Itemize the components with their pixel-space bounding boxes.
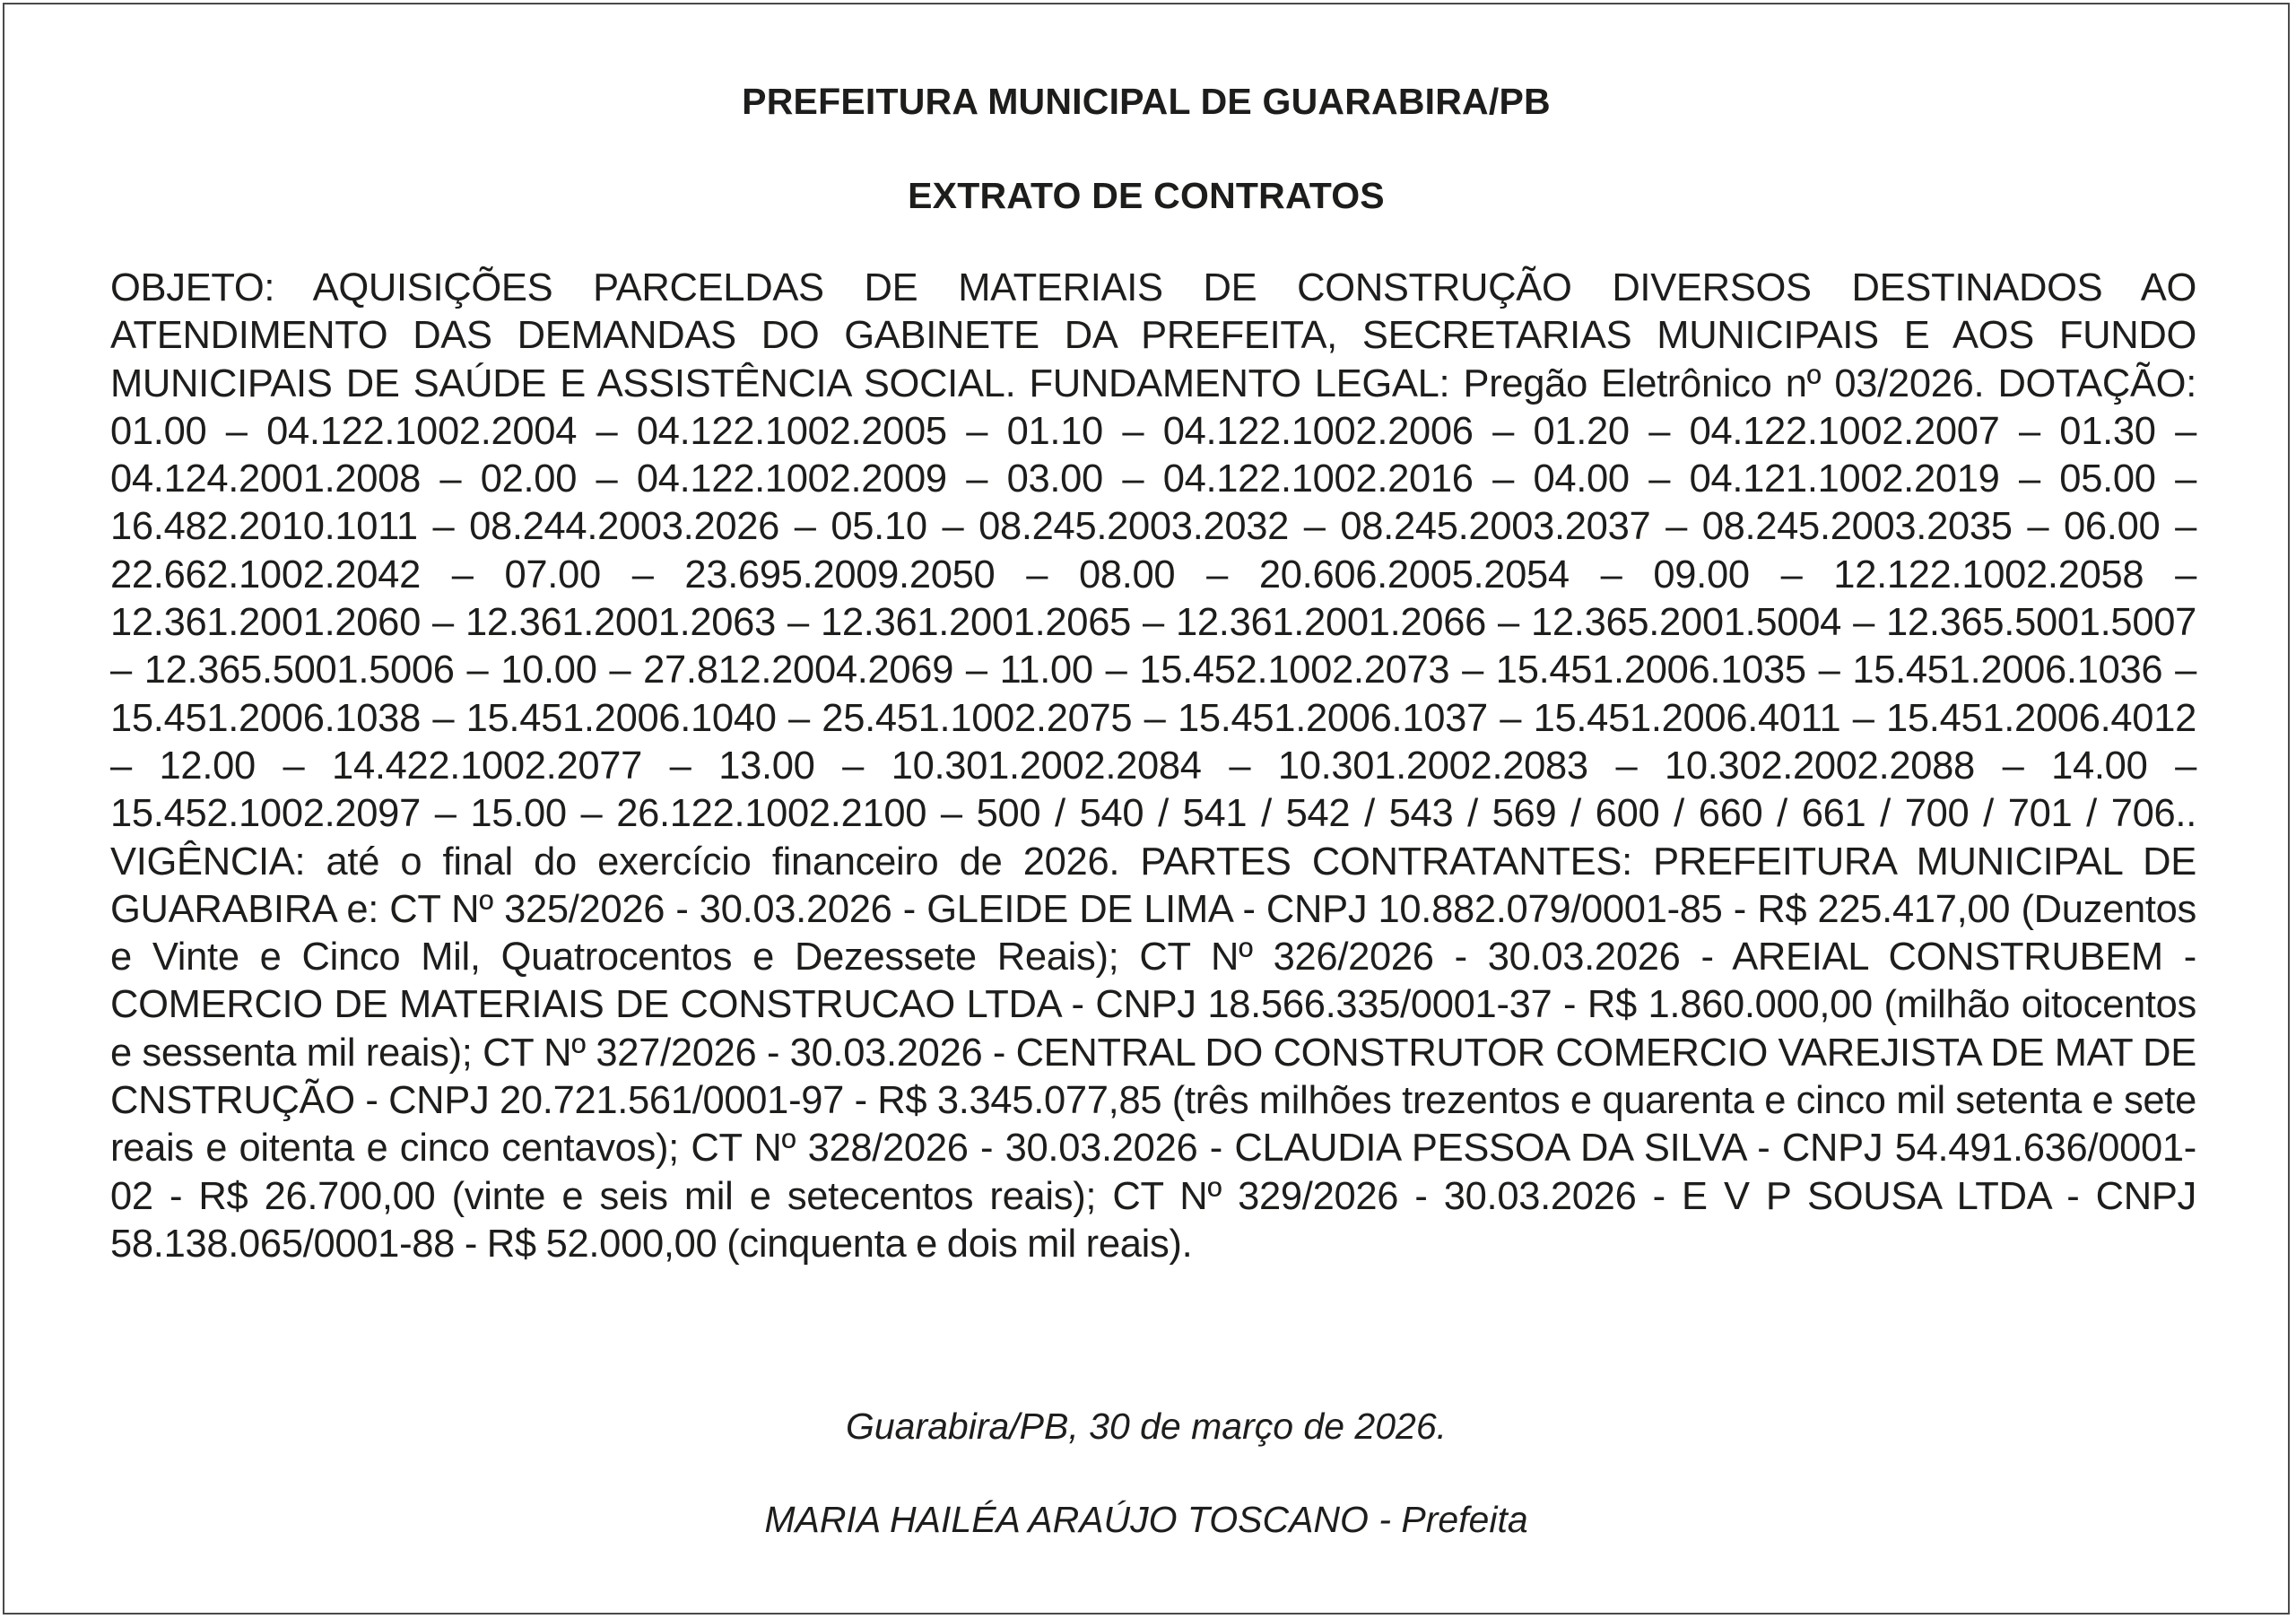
document-title: PREFEITURA MUNICIPAL DE GUARABIRA/PB [742,81,1551,122]
contract-extract-body: OBJETO: AQUISIÇÕES PARCELDAS DE MATERIAIS DE CONSTRUÇÃO DIVERSOS DESTINADOS AO ATENDIMENTO DAS DEMANDAS DO GABINETE DA PREFEITA, SECRETARIAS MUNICIPAIS E AOS FUNDO MUNICIPAIS DE SAÚDE E ASSISTÊNCIA SOCIAL. FUNDAMENTO LEGAL: Pregão Eletrônico nº 03/2026. DOTAÇÃO: 01.00 – 04.122.1002.2004 – 04.122.1002.2005 – 01.10 – 04.122.1002.2006 – 01.20 – 04.122.1002.2007 – 01.30 – 04.124.2001.2008 – 02.00 – 04.122.1002.2009 – 03.00 – 04.122.1002.2016 – 04.00 – 04.121.1002.2019 – 05.00 – 16.482.2010.1011 – 08.244.2003.2026 – 05.10 – 08.245.2003.2032 – 08.245.2003.2037 – 08.245.2003.2035 – 06.00 – 22.662.1002.2042 – 07.00 – 23.695.2009.2050 – 08.00 – 20.606.2005.2054 – 09.00 – 12.122.1002.2058 – 12.361.2001.2060 – 12.361.2001.2063 – 12.361.2001.2065 – 12.361.2001.2066 – 12.365.2001.5004 – 12.365.5001.5007 – 12.365.5001.5006 – 10.00 – 27.812.2004.2069 – 11.00 – 15.452.1002.2073 – 15.451.2006.1035 – 15.451.2006.1036 – 15.451.2006.1038 – 15.451.2006.1040 – 25.451.1002.2075 – 15.451.2006.1037 – 15.451.2006.4011 – 15.451.2006.4012 – 12.00 – 14.422.1002.2077 – 13.00 – 10.301.2002.2084 – 10.301.2002.2083 – 10.302.2002.2088 – 14.00 – 15.452.1002.2097 – 15.00 – 26.122.1002.2100 – 500 / 540 / 541 / 542 / 543 / 569 / 600 / 660 / 661 / 700 / 701 / 706.. VIGÊNCIA: até o final do exercício financeiro de 2026. PARTES CONTRATANTES: PREFEITURA MUNICIPAL DE GUARABIRA e: CT Nº 325/2026 - 30.03.2026 - GLEIDE DE LIMA - CNPJ 10.882.079/0001-85 - R$ 225.417,00 (Duzentos e Vinte e Cinco Mil, Quatrocentos e Dezessete Reais); CT Nº 326/2026 - 30.03.2026 - AREIAL CONSTRUBEM - COMERCIO DE MATERIAIS DE CONSTRUCAO LTDA - CNPJ 18.566.335/0001-37 - R$ 1.860.000,00 (milhão oitocentos e sessenta mil reais); CT Nº 327/2026 - 30.03.2026 - CENTRAL DO CONSTRUTOR COMERCIO VAREJISTA DE MAT DE CNSTRUÇÃO - CNPJ 20.721.561/0001-97 - R$ 3.345.077,85 (três milhões trezentos e quarenta e cinco mil setenta e sete reais e oitenta e cinco centavos); CT Nº 328/2026 - 30.03.2026 - CLAUDIA PESSOA DA SILVA - CNPJ 54.491.636/0001-02 - R$ 26.700,00 (vinte e seis mil e setecentos reais); CT Nº 329/2026 - 30.03.2026 - E V P SOUSA LTDA - CNPJ 58.138.065/0001-88 - R$ 52.000,00 (cinquenta e dois mil reais). [110,266,2196,1266]
document-frame [3,3,2290,1615]
document-subtitle: EXTRATO DE CONTRATOS [908,175,1385,216]
signature-line: MARIA HAILÉA ARAÚJO TOSCANO - Prefeita [764,1499,1528,1540]
date-line: Guarabira/PB, 30 de março de 2026. [845,1406,1448,1447]
